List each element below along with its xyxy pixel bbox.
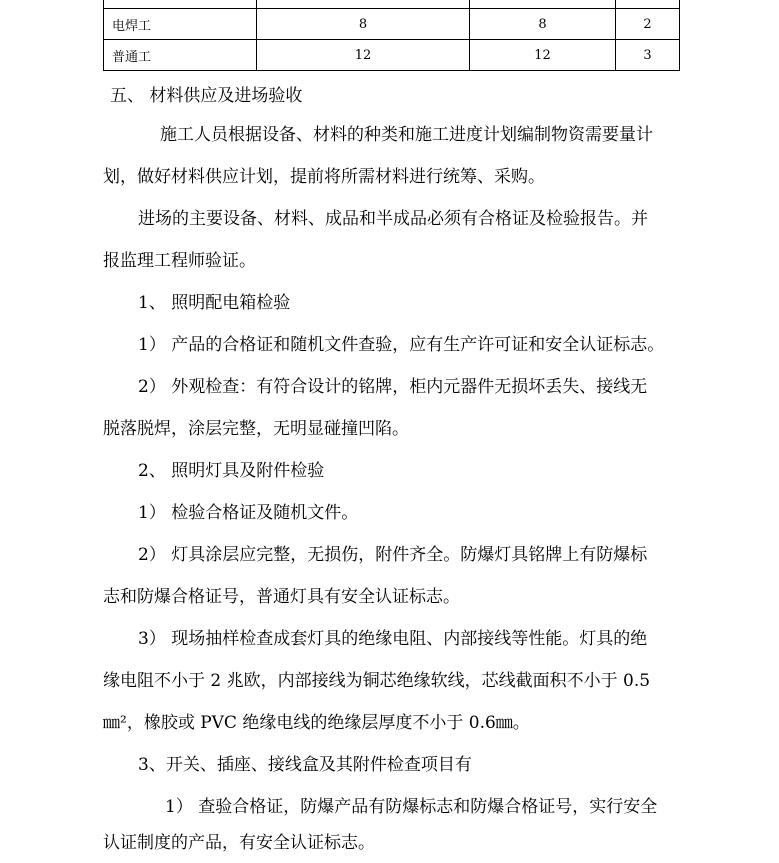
table-cell: [104, 0, 257, 9]
table-row: [104, 40, 680, 71]
table-cell: 3: [616, 40, 680, 71]
table-cell: [616, 0, 680, 9]
list-item: 3） 现场抽样检查成套灯具的绝缘电阻、内部接线等性能。灯具的绝: [138, 629, 648, 649]
list-item-continuation: ㎜²，橡胶或 PVC 绝缘电线的绝缘层厚度不小于 0.6㎜。: [103, 713, 530, 733]
table-cell: 电焊工: [104, 9, 257, 40]
table-row: [104, 9, 680, 40]
table-cell: 普通工: [104, 40, 257, 71]
paragraph-line: 划，做好材料供应计划，提前将所需材料进行统筹、采购。: [103, 167, 545, 187]
table-cell: 12: [257, 40, 470, 71]
labor-table: [103, 0, 680, 71]
list-item-continuation: 志和防爆合格证号，普通灯具有安全认证标志。: [103, 587, 460, 607]
paragraph-line: 报监理工程师验证。: [103, 251, 256, 271]
table-cell: [470, 0, 616, 9]
subheading: 3、开关、插座、接线盒及其附件检查项目有: [138, 755, 472, 775]
paragraph-line: 施工人员根据设备、材料的种类和施工进度计划编制物资需要量计: [160, 125, 653, 145]
table-cell: [257, 0, 470, 9]
list-item: 1） 产品的合格证和随机文件查验，应有生产许可证和安全认证标志。: [138, 335, 665, 355]
subheading: 1、 照明配电箱检验: [138, 293, 291, 313]
list-item-continuation: 脱落脱焊，涂层完整，无明显碰撞凹陷。: [103, 419, 409, 439]
table-cell: 8: [470, 9, 616, 40]
table-row: [104, 0, 680, 9]
subheading: 2、 照明灯具及附件检验: [138, 461, 325, 481]
list-item-continuation: 认证制度的产品，有安全认证标志。: [103, 833, 375, 853]
list-item: 1） 检验合格证及随机文件。: [138, 503, 359, 523]
table-cell: 12: [470, 40, 616, 71]
table-cell: 2: [616, 9, 680, 40]
list-item-continuation: 缘电阻不小于 2 兆欧，内部接线为铜芯绝缘软线，芯线截面积不小于 0.5: [103, 671, 651, 691]
section-heading: 五、 材料供应及进场验收: [110, 86, 303, 106]
list-item: 2） 灯具涂层应完整，无损伤，附件齐全。防爆灯具铭牌上有防爆标: [138, 545, 648, 565]
list-item: 1） 查验合格证，防爆产品有防爆标志和防爆合格证号，实行安全: [165, 797, 658, 817]
list-item: 2） 外观检查：有符合设计的铭牌，柜内元器件无损坏丢失、接线无: [138, 377, 648, 397]
paragraph-line: 进场的主要设备、材料、成品和半成品必须有合格证及检验报告。并: [138, 209, 648, 229]
table-cell: 8: [257, 9, 470, 40]
